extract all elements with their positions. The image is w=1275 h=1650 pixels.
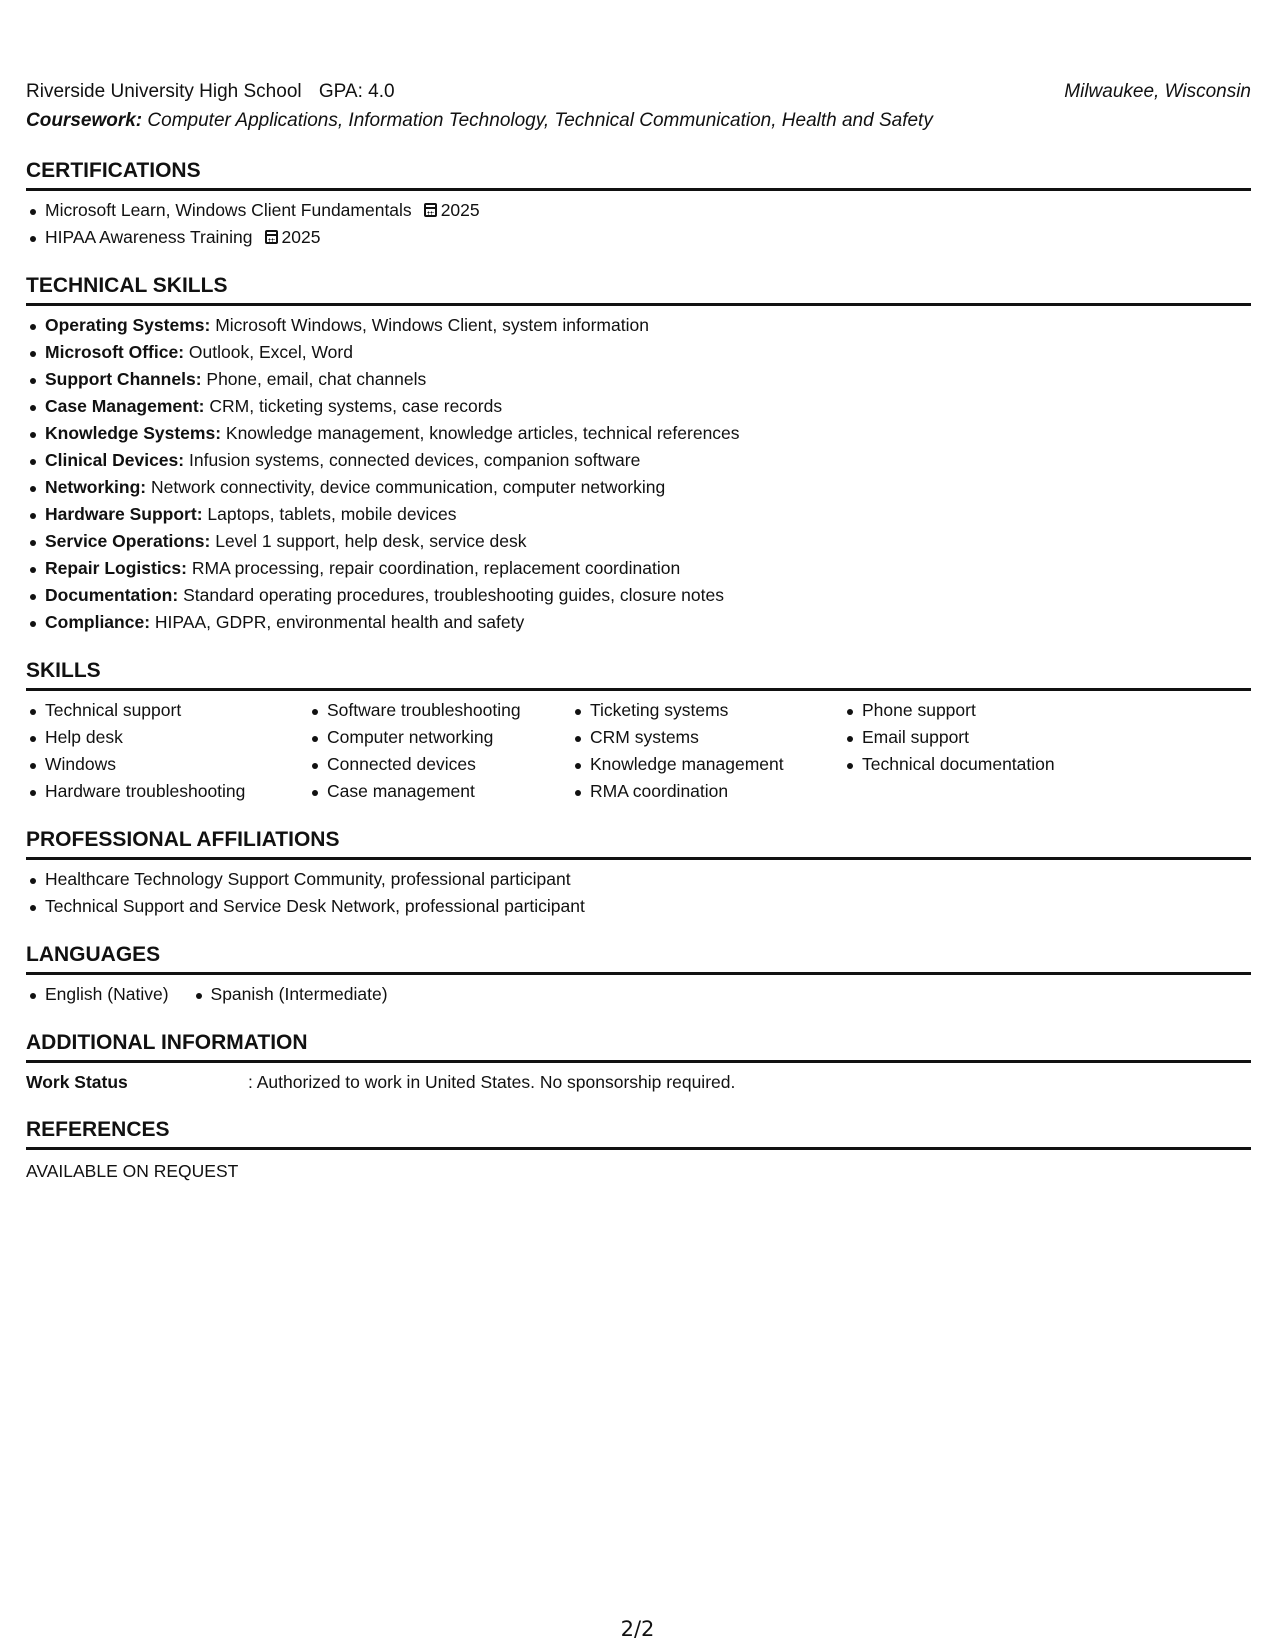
language-item: English (Native): [45, 981, 169, 1008]
technical-skill-item: [45, 312, 1251, 339]
technical-skill-label: Documentation:: [45, 585, 179, 605]
skill-item: Software troubleshooting: [327, 697, 571, 724]
affiliations-heading: PROFESSIONAL AFFILIATIONS: [26, 827, 1251, 860]
technical-skill-label: Knowledge Systems:: [45, 423, 222, 443]
skills-grid: [26, 697, 1251, 805]
skill-item: Case management: [327, 778, 571, 805]
coursework-label: Coursework:: [26, 110, 143, 131]
technical-skill-item: [45, 420, 1251, 447]
technical-skill-text: Standard operating procedures, troubleshooting guides, closure notes: [183, 585, 724, 605]
skill-item: Phone support: [862, 697, 1122, 724]
certifications-list: [26, 197, 1251, 251]
languages-heading: LANGUAGES: [26, 942, 1251, 975]
skill-item: Email support: [862, 724, 1122, 751]
coursework-text: Computer Applications, Information Technology, Technical Communication, Health and Safety: [147, 110, 933, 131]
additional-info-heading: ADDITIONAL INFORMATION: [26, 1030, 1251, 1063]
technical-skill-text: Phone, email, chat channels: [206, 369, 427, 389]
technical-skill-label: Compliance:: [45, 612, 151, 632]
technical-skill-label: Clinical Devices:: [45, 450, 185, 470]
skill-item: Computer networking: [327, 724, 571, 751]
technical-skill-text: Laptops, tablets, mobile devices: [207, 504, 457, 524]
skills-column: [26, 697, 308, 805]
technical-skill-label: Microsoft Office:: [45, 342, 185, 362]
technical-skill-text: Knowledge management, knowledge articles, technical references: [225, 423, 740, 443]
references-text: AVAILABLE ON REQUEST: [26, 1161, 239, 1181]
technical-skills-list: [26, 312, 1251, 636]
language-item: Spanish (Intermediate): [211, 981, 388, 1008]
school-location: Milwaukee, Wisconsin: [1064, 81, 1251, 102]
skill-item: Ticketing systems: [590, 697, 843, 724]
references-heading: REFERENCES: [26, 1117, 1251, 1150]
skills-column: [308, 697, 571, 805]
technical-skill-item: [45, 582, 1251, 609]
page-number: 2/2: [620, 1617, 655, 1641]
work-status-label: Work Status: [26, 1072, 128, 1092]
technical-skill-text: CRM, ticketing systems, case records: [209, 396, 503, 416]
technical-skill-item: [45, 555, 1251, 582]
skill-item: RMA coordination: [590, 778, 843, 805]
technical-skill-label: Networking:: [45, 477, 147, 497]
skill-item: Connected devices: [327, 751, 571, 778]
technical-skill-item: [45, 609, 1251, 636]
technical-skill-item: [45, 447, 1251, 474]
technical-skill-item: [45, 528, 1251, 555]
skill-item: Knowledge management: [590, 751, 843, 778]
education-left: [26, 78, 395, 106]
resume-page: [26, 78, 1251, 1184]
technical-skill-text: Network connectivity, device communication, computer networking: [151, 477, 666, 497]
affiliation-item: Healthcare Technology Support Community, professional participant: [45, 866, 1251, 893]
technical-skill-text: Microsoft Windows, Windows Client, system information: [215, 315, 649, 335]
skill-item: Help desk: [45, 724, 308, 751]
certifications-heading: CERTIFICATIONS: [26, 158, 1251, 191]
technical-skill-text: HIPAA, GDPR, environmental health and safety: [154, 612, 525, 632]
skill-item: Hardware troubleshooting: [45, 778, 308, 805]
calendar-icon: [424, 203, 437, 217]
languages-row: [26, 981, 1251, 1008]
affiliation-item: Technical Support and Service Desk Network, professional participant: [45, 893, 1251, 920]
technical-skill-label: Hardware Support:: [45, 504, 203, 524]
certification-year: 2025: [440, 200, 480, 220]
certification-item: [45, 224, 1251, 251]
certification-name: HIPAA Awareness Training: [45, 227, 253, 247]
technical-skill-label: Support Channels:: [45, 369, 202, 389]
technical-skill-text: Outlook, Excel, Word: [188, 342, 353, 362]
affiliations-list: [26, 866, 1251, 920]
gpa: GPA: 4.0: [318, 81, 395, 102]
technical-skill-label: Service Operations:: [45, 531, 211, 551]
skill-item: Technical documentation: [862, 751, 1122, 778]
technical-skill-label: Operating Systems:: [45, 315, 211, 335]
coursework: [26, 106, 1251, 136]
work-status-row: [26, 1069, 1251, 1095]
technical-skill-label: Case Management:: [45, 396, 205, 416]
skill-item: Windows: [45, 751, 308, 778]
technical-skill-text: Level 1 support, help desk, service desk: [215, 531, 527, 551]
work-status-value: : Authorized to work in United States. No sponsorship required.: [248, 1072, 736, 1092]
certification-item: [45, 197, 1251, 224]
technical-skill-item: [45, 366, 1251, 393]
technical-skill-item: [45, 339, 1251, 366]
skill-item: CRM systems: [590, 724, 843, 751]
technical-skill-text: Infusion systems, connected devices, companion software: [188, 450, 641, 470]
skills-heading: SKILLS: [26, 658, 1251, 691]
certification-name: Microsoft Learn, Windows Client Fundamentals: [45, 200, 412, 220]
skills-column: [571, 697, 843, 805]
skills-column: [843, 697, 1122, 805]
technical-skill-item: [45, 474, 1251, 501]
technical-skill-item: [45, 393, 1251, 420]
technical-skills-heading: TECHNICAL SKILLS: [26, 273, 1251, 306]
languages-list: [26, 981, 1251, 1008]
education-row: [26, 78, 1251, 106]
calendar-icon: [265, 230, 278, 244]
technical-skill-label: Repair Logistics:: [45, 558, 187, 578]
technical-skill-text: RMA processing, repair coordination, replacement coordination: [191, 558, 681, 578]
school-name: Riverside University High School: [26, 81, 302, 102]
skill-item: Technical support: [45, 697, 308, 724]
certification-year: 2025: [281, 227, 321, 247]
technical-skill-item: [45, 501, 1251, 528]
